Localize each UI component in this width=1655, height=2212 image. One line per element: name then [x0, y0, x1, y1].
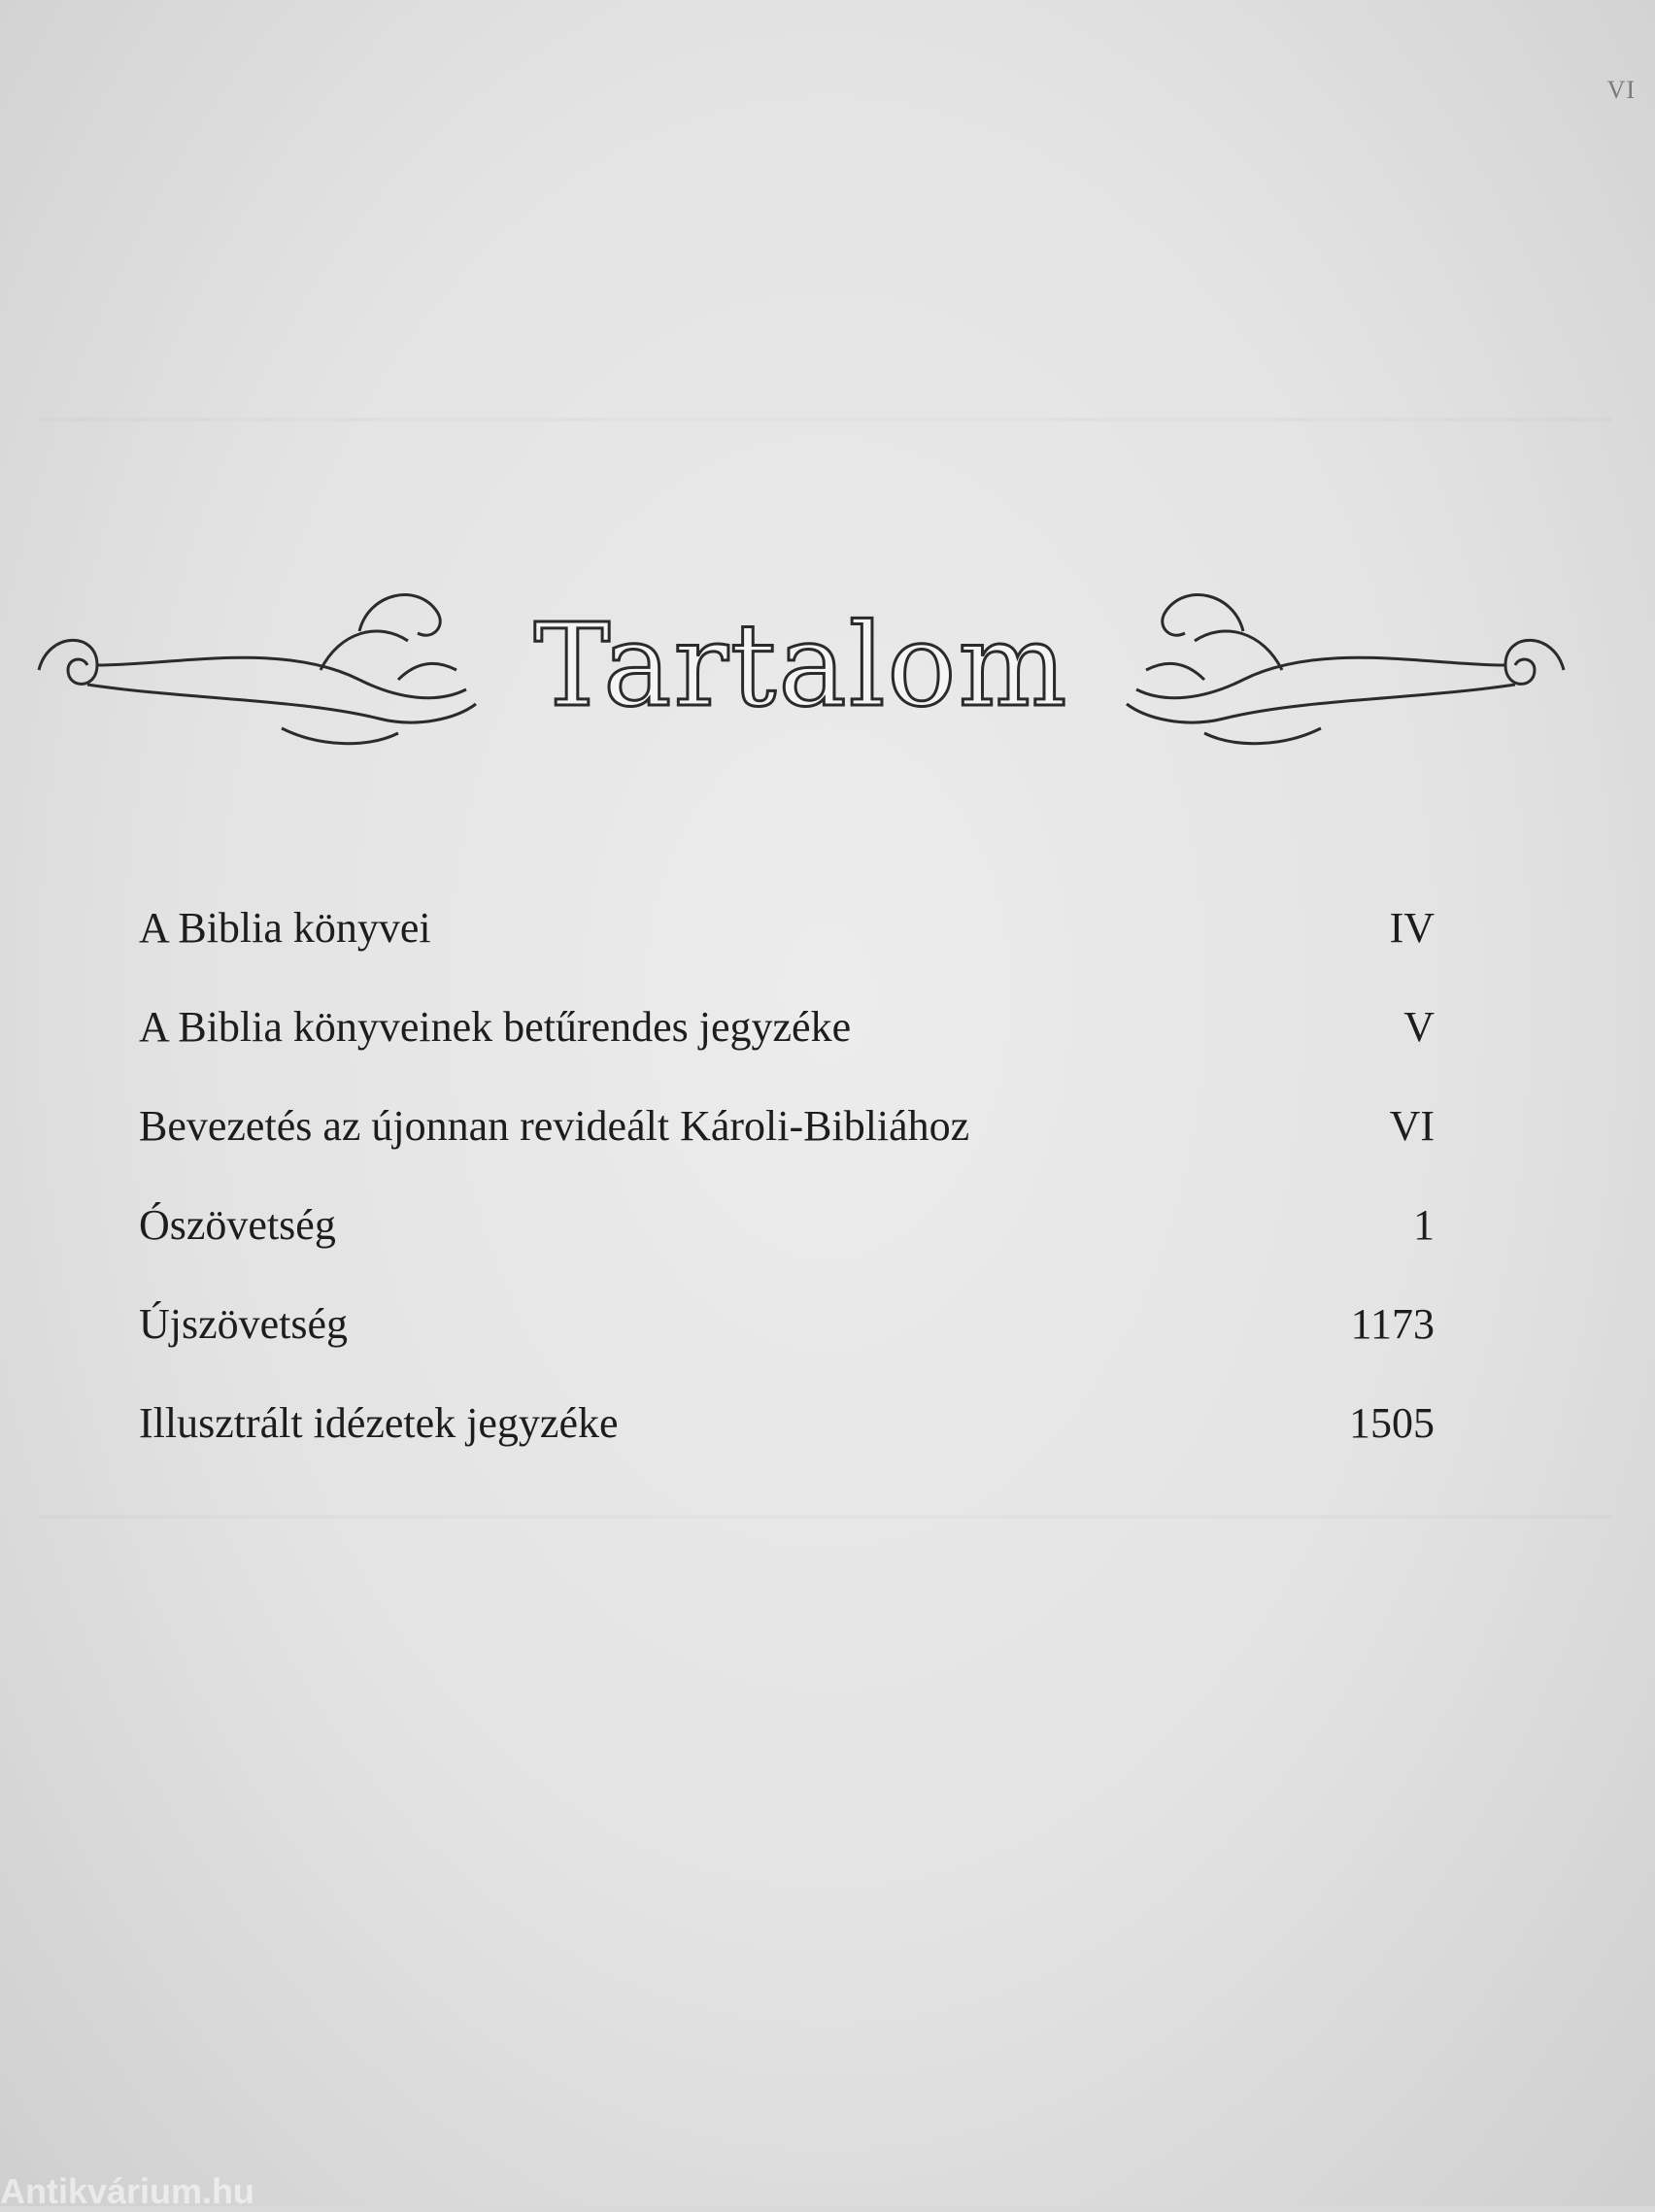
toc-entry-label: Bevezetés az újonnan revideált Károli-Bibliához — [139, 1102, 970, 1150]
table-of-contents — [139, 903, 1435, 1497]
page-number: VI — [1606, 76, 1636, 104]
title-ornament-banner — [29, 573, 1573, 767]
toc-entry-label: Illusztrált idézetek jegyzéke — [139, 1399, 619, 1447]
toc-entry-page: IV — [1389, 904, 1435, 952]
toc-entry-label: Újszövetség — [139, 1300, 349, 1348]
toc-entry — [139, 1299, 1435, 1398]
page-title: Tartalom — [533, 598, 1069, 732]
toc-entry-label: A Biblia könyvei — [139, 904, 431, 952]
toc-entry-page: VI — [1389, 1102, 1435, 1150]
toc-entry-label: A Biblia könyveinek betűrendes jegyzéke — [139, 1003, 852, 1051]
toc-entry — [139, 903, 1435, 1002]
toc-entry — [139, 1101, 1435, 1200]
toc-entry-page: 1173 — [1350, 1300, 1435, 1348]
toc-entry — [139, 1200, 1435, 1299]
toc-entry-page: 1505 — [1349, 1399, 1435, 1447]
watermark: Antikvárium.hu — [0, 2171, 255, 2211]
toc-entry-page: 1 — [1413, 1201, 1435, 1249]
toc-entry-page: V — [1403, 1003, 1435, 1051]
toc-entry — [139, 1398, 1435, 1497]
toc-entry — [139, 1002, 1435, 1101]
toc-entry-label: Ószövetség — [139, 1201, 336, 1249]
